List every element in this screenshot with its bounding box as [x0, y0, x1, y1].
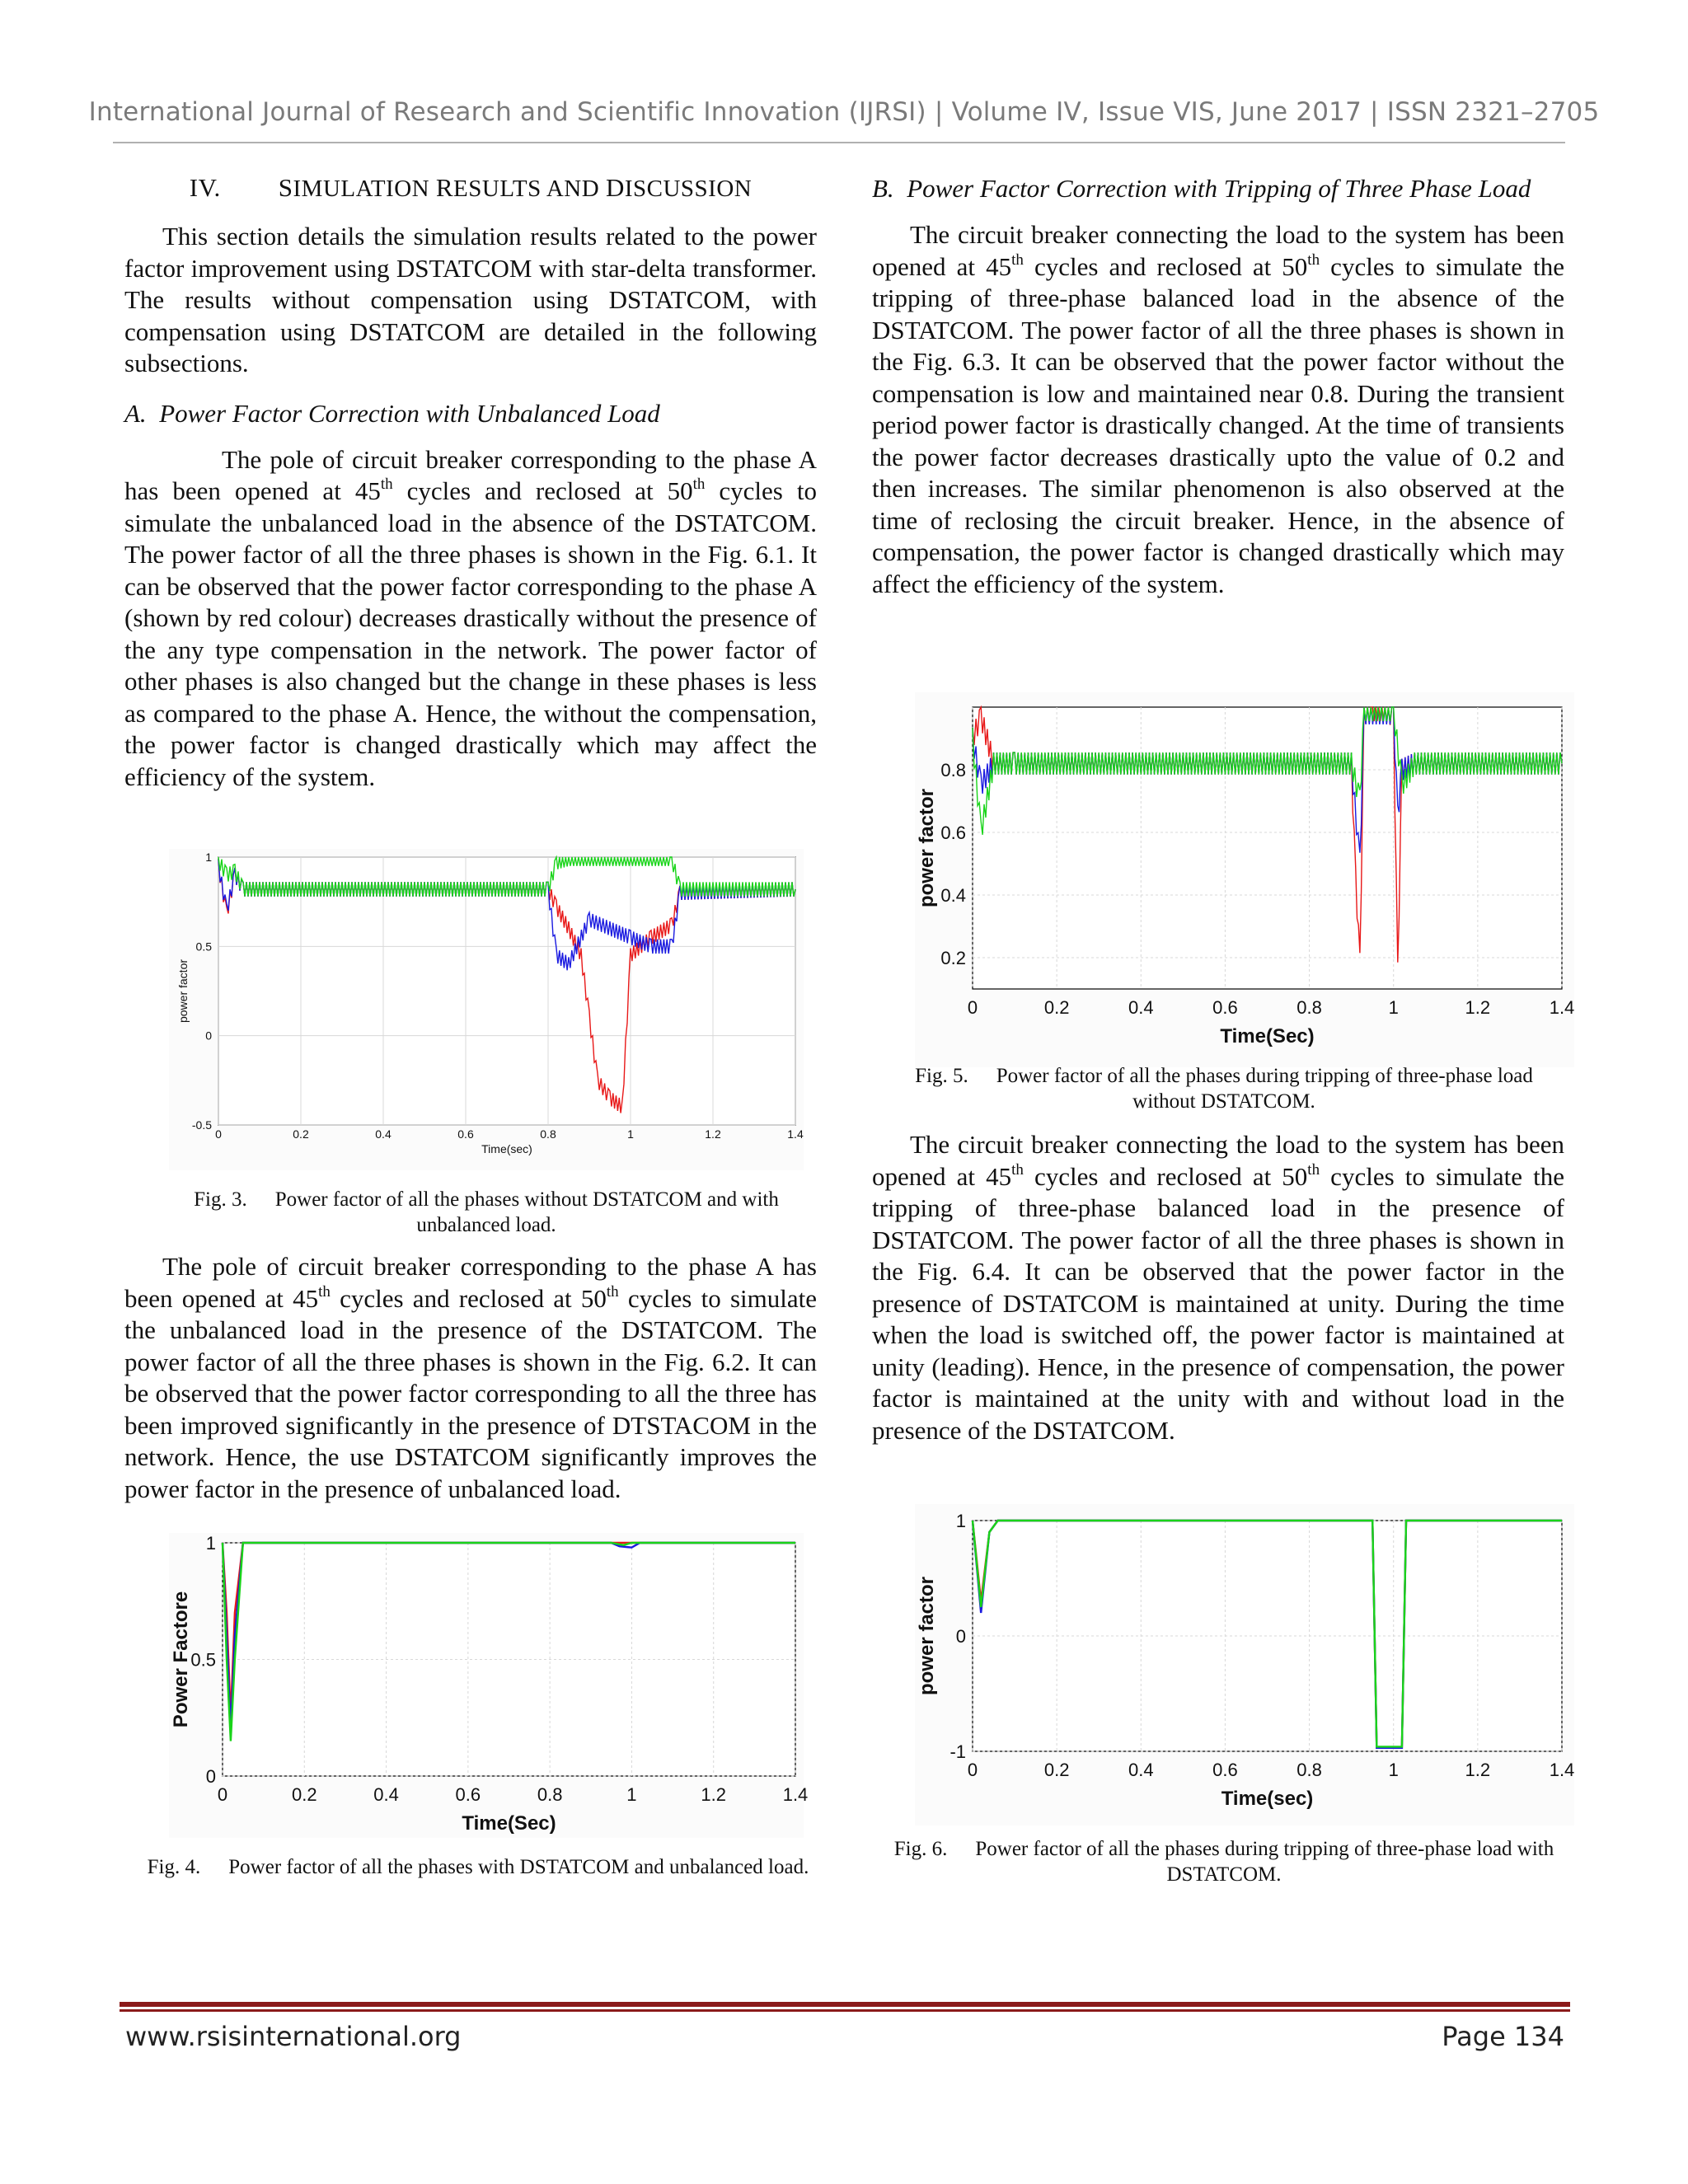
fig6-svg — [915, 1504, 1574, 1825]
intro-paragraph: This section details the simulation results related to the power factor improvement using DSTATCOM with star-delta transformer. The results without compensation using DSTATCOM, with compensation using DSTATCOM are detailed in the following subsections. — [124, 222, 817, 377]
x-tick-label: 0.8 — [540, 1127, 556, 1141]
figure-5-caption: Fig. 5. Power factor of all the phases during tripping of three-phase load without DSTATCOM. — [915, 1065, 1533, 1113]
x-tick-label: 1 — [1388, 1760, 1399, 1780]
x-axis-label: Time(Sec) — [1220, 1025, 1315, 1047]
y-tick-label: 0.6 — [940, 823, 966, 843]
x-tick-label: 0 — [967, 997, 978, 1018]
x-tick-label: 1.2 — [1465, 1760, 1491, 1780]
x-tick-label: 0 — [215, 1127, 222, 1141]
y-tick-label: -1 — [950, 1741, 966, 1762]
fig3-svg — [169, 849, 804, 1170]
left-column — [124, 173, 817, 793]
figure-3-chart — [169, 849, 804, 1170]
x-tick-label: 0.2 — [1043, 1760, 1070, 1780]
left-column-lower — [124, 1251, 817, 1505]
x-axis-label: Time(sec) — [481, 1142, 532, 1155]
x-tick-label: 1.4 — [1549, 997, 1575, 1018]
footer-rule — [120, 2002, 1570, 2007]
y-tick-label: 1 — [205, 851, 212, 864]
x-tick-label: 1.2 — [701, 1784, 727, 1805]
x-axis-label: Time(Sec) — [462, 1812, 556, 1835]
figure-6-caption: Fig. 6. Power factor of all the phases during tripping of three-phase load with DSTATCOM. — [893, 1838, 1554, 1886]
figure-6-chart — [915, 1504, 1574, 1825]
right-column-lower — [872, 1129, 1564, 1446]
journal-header: International Journal of Research and Scientific Innovation (IJRSI) | Volume IV, Issue VIS, June 2017 | ISSN 2321–2705 — [88, 97, 1600, 127]
x-tick-label: 0.6 — [457, 1127, 474, 1141]
y-axis-label: power factor — [916, 1576, 938, 1696]
y-tick-label: 0.4 — [940, 885, 966, 906]
plot-area — [973, 707, 1562, 989]
figure-4-caption: Fig. 4. Power factor of all the phases with DSTATCOM and unbalanced load. — [147, 1856, 809, 1878]
y-axis-label: Power Factore — [170, 1591, 192, 1728]
plot-area — [218, 857, 795, 1125]
x-tick-label: 1.4 — [787, 1127, 804, 1141]
x-tick-label: 1 — [626, 1784, 637, 1805]
footer-rule-thin — [120, 2009, 1570, 2012]
y-tick-label: 1 — [955, 1511, 966, 1531]
y-tick-label: 0.8 — [940, 760, 966, 780]
y-tick-label: 0.5 — [190, 1649, 216, 1671]
fig4-svg — [169, 1533, 809, 1838]
x-tick-label: 1.4 — [782, 1784, 809, 1805]
x-tick-label: 0.6 — [1212, 997, 1238, 1018]
x-tick-label: 1.2 — [705, 1127, 721, 1141]
subsection-a-heading: A. Power Factor Correction with Unbalanced Load — [124, 398, 660, 428]
y-tick-label: 0 — [955, 1626, 966, 1647]
figure-5-chart — [915, 692, 1574, 1067]
right-column — [872, 173, 1564, 600]
x-tick-label: 0.8 — [1296, 1760, 1322, 1780]
subsection-b-heading: B. Power Factor Correction with Tripping of Three Phase Load — [872, 174, 1531, 203]
subsection-b-paragraph-2: The circuit breaker connecting the load to the system has been opened at 45th cycles and reclosed at 50th cycles to simulate the tripping of three-phase balanced load in the presence of DSTATCOM. The power factor of all the three phases is shown in the Fig. 6.4. It can be observed that the power factor in the presence of DSTATCOM is maintained at unity. During the time when the load is switched off, the power factor is maintained at unity (leading). Hence, in the presence of compensation, the power factor is maintained at the unity with and without load in the presence of the DSTATCOM. — [872, 1130, 1564, 1445]
x-tick-label: 0.8 — [537, 1784, 563, 1805]
footer-website[interactable]: www.rsisinternational.org — [125, 2021, 462, 2052]
x-tick-label: 0.8 — [1296, 997, 1322, 1018]
footer-page-number: Page 134 — [1442, 2021, 1564, 2052]
x-tick-label: 0.2 — [291, 1784, 317, 1805]
x-tick-label: 1 — [1388, 997, 1399, 1018]
y-tick-label: 0 — [205, 1029, 212, 1043]
x-tick-label: 0.2 — [293, 1127, 309, 1141]
y-tick-label: -0.5 — [191, 1118, 212, 1132]
x-tick-label: 0 — [217, 1784, 228, 1805]
section-number: IV. — [189, 173, 221, 202]
x-tick-label: 1 — [627, 1127, 634, 1141]
subsection-a-paragraph-1: The pole of circuit breaker corresponding to the phase A has been opened at 45th cycles and reclosed at 50th cycles to simulate the unbalanced load in the absence of the DSTATCOM. The power factor of all the three phases is shown in the Fig. 6.1. It can be observed that the power factor corresponding to the phase A (shown by red colour) decreases drastically without the presence of the any type compensation in the network. The power factor of other phases is also changed but the change in these phases is less as compared to the phase A. Hence, the without the compensation, the power factor is changed drastically which may affect the efficiency of the system. — [124, 444, 817, 791]
x-tick-label: 1.4 — [1549, 1760, 1575, 1780]
subsection-a-paragraph-2: The pole of circuit breaker corresponding to the phase A has been opened at 45th cycles and reclosed at 50th cycles to simulate the unbalanced load in the presence of the DSTATCOM. The power factor of all the three phases is shown in the Fig. 6.2. It can be observed that the power factor corresponding to all the three has been improved significantly in the presence of DTSTACOM in the network. Hence, the use DSTATCOM significantly improves the power factor in the presence of unbalanced load. — [124, 1252, 817, 1503]
x-axis-label: Time(sec) — [1221, 1788, 1314, 1810]
y-axis-label: power factor — [176, 958, 190, 1024]
x-tick-label: 0.4 — [375, 1127, 392, 1141]
x-tick-label: 0.4 — [373, 1784, 399, 1805]
x-tick-label: 0.6 — [1212, 1760, 1238, 1780]
section-title: IV. SIMULATION RESULTS AND DISCUSSION — [189, 173, 753, 202]
y-tick-label: 0.5 — [195, 940, 212, 954]
y-axis-label: power factor — [916, 788, 938, 908]
figure-3-caption: Fig. 3. Power factor of all the phases without DSTATCOM and with unbalanced load. — [194, 1188, 779, 1236]
y-tick-label: 0 — [205, 1766, 216, 1787]
x-tick-label: 0.4 — [1128, 997, 1154, 1018]
x-tick-label: 0.2 — [1043, 997, 1070, 1018]
figure-4-chart — [169, 1533, 809, 1838]
subsection-b-paragraph-1: The circuit breaker connecting the load to the system has been opened at 45th cycles and reclosed at 50th cycles to simulate the tripping of three-phase balanced load in the absence of the DSTATCOM. The power factor of all the three phases is shown in the Fig. 6.3. It can be observed that the power factor without the compensation is low and maintained near 0.8. During the transient period power factor is drastically changed. At the time of transients the power factor decreases drastically upto the value of 0.2 and then increases. The similar phenomenon is also observed at the time of reclosing the circuit breaker. Hence, in the absence of compensation, the power factor is changed drastically which may affect the efficiency of the system. — [872, 220, 1564, 598]
y-tick-label: 1 — [205, 1533, 216, 1554]
fig5-svg — [915, 692, 1574, 1067]
x-tick-label: 1.2 — [1465, 997, 1491, 1018]
x-tick-label: 0.6 — [455, 1784, 481, 1805]
x-tick-label: 0 — [967, 1760, 978, 1780]
x-tick-label: 0.4 — [1128, 1760, 1154, 1780]
y-tick-label: 0.2 — [940, 948, 966, 968]
header-rule — [113, 142, 1565, 143]
